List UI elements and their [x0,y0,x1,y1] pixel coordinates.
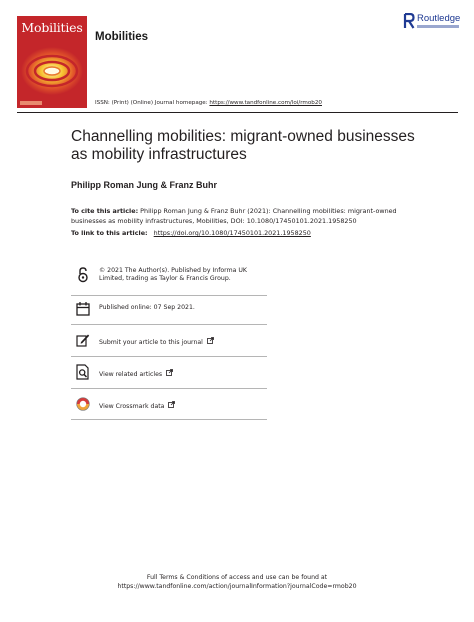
external-link-icon [168,401,175,408]
citation-block [71,207,401,226]
issn-line [95,100,322,106]
footer-terms-text: Full Terms & Conditions of access and use can be found at [146,574,328,581]
cover-title: Mobilities [21,20,83,35]
info-divider [71,388,267,389]
footer [0,574,474,591]
routledge-logo-icon [403,13,415,29]
article-title: Channelling mobilities: migrant-owned businesses as mobility infrastructures [71,128,415,163]
info-divider [71,295,267,296]
crossmark-link[interactable]: View Crossmark data [99,403,165,410]
issn-label: ISSN: (Print) (Online) Journal homepage: [95,100,208,106]
header-divider [17,112,458,113]
pencil-edit-icon [76,332,90,348]
article-link-label: To link to this article: [71,229,148,237]
citation-text: Philipp Roman Jung & Franz Buhr (2021): Channelling mobilities: migrant-owned businesses as mobility infrastructures, Mobilities, DOI: 10.1080/17450101.2021.1958250 [71,207,397,225]
journal-name[interactable]: Mobilities [95,31,149,43]
cover-publisher-mark [20,101,42,105]
article-link-line [71,229,311,237]
crossmark-icon [76,396,90,412]
submit-article-text [99,337,259,347]
routledge-logo-subline [417,25,459,28]
journal-cover-image [17,16,87,108]
info-divider [71,419,267,420]
copyright-text: © 2021 The Author(s). Published by Informa UK Limited, trading as Taylor & Francis Group. [99,267,247,283]
routledge-logo[interactable] [403,13,461,33]
submit-article-link[interactable]: Submit your article to this journal [99,339,203,346]
info-divider [71,356,267,357]
crossmark-text [99,401,259,411]
document-search-icon [76,364,90,380]
citation-label: To cite this article: [71,207,139,215]
open-access-icon [76,267,90,283]
calendar-icon [76,301,90,317]
related-articles-text [99,369,259,379]
footer-terms-link[interactable]: https://www.tandfonline.com/action/journalInformation?journalCode=rmob20 [117,582,357,590]
cover-swirl-graphic [20,43,84,99]
article-doi-link[interactable]: https://doi.org/10.1080/17450101.2021.1958250 [153,229,311,237]
external-link-icon [166,369,173,376]
routledge-logo-text: Routledge [417,13,461,24]
info-divider [71,324,267,325]
journal-homepage-link[interactable]: https://www.tandfonline.com/loi/rmob20 [209,100,322,106]
related-articles-link[interactable]: View related articles [99,371,163,378]
published-date: Published online: 07 Sep 2021. [99,304,195,311]
article-authors: Philipp Roman Jung & Franz Buhr [71,180,217,190]
external-link-icon [207,337,214,344]
